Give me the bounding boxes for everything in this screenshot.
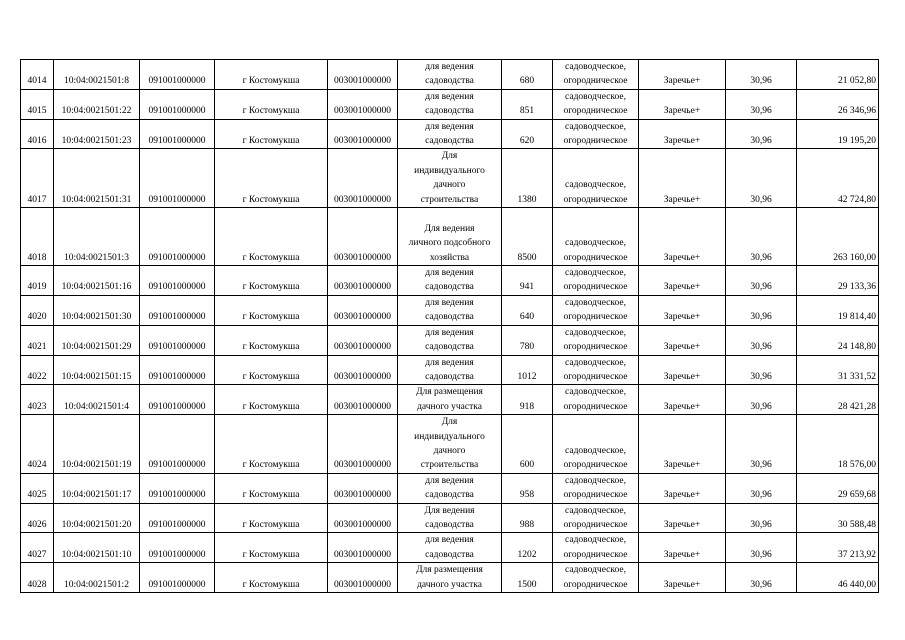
table-row <box>21 533 879 563</box>
cell-cadastral-value: 24 148,80 <box>797 325 879 355</box>
cell-number: 4022 <box>21 355 54 385</box>
cell-category-line: садоводческое, <box>565 475 626 486</box>
cell-cadastral-value: 42 724,80 <box>797 149 879 208</box>
table-row <box>21 266 879 296</box>
cell-purpose-line: для ведения <box>425 62 474 72</box>
cell-oktmo: 003001000000 <box>328 503 398 533</box>
cell-purpose-line: для ведения <box>425 121 474 132</box>
cell-area: 1500 <box>502 563 553 593</box>
cell-category-line: огородническое <box>563 519 628 530</box>
cell-city: г Костомукша <box>215 473 328 503</box>
cell-oktmo: 003001000000 <box>328 266 398 296</box>
cell-category-line: огородническое <box>563 549 628 560</box>
cell-okato: 091001000000 <box>140 533 215 563</box>
cell-category-line: огородническое <box>563 136 628 147</box>
cell-purpose-line: садоводства <box>425 371 474 382</box>
cell-rate: 30,96 <box>726 119 797 149</box>
cell-purpose-line: дачного участка <box>417 401 482 412</box>
cell-category-line: огородническое <box>563 282 628 293</box>
cell-rate: 30,96 <box>726 149 797 208</box>
cell-oktmo: 003001000000 <box>328 533 398 563</box>
cell-purpose <box>398 149 502 208</box>
cell-okato: 091001000000 <box>140 563 215 593</box>
cell-oktmo: 003001000000 <box>328 325 398 355</box>
cell-category <box>553 473 639 503</box>
cell-category <box>553 266 639 296</box>
cell-city: г Костомукша <box>215 503 328 533</box>
cell-area: 988 <box>502 503 553 533</box>
cell-cadastral-value: 18 576,00 <box>797 415 879 474</box>
cell-city: г Костомукша <box>215 149 328 208</box>
cell-rate: 30,96 <box>726 385 797 415</box>
cell-purpose <box>398 119 502 149</box>
cell-category <box>553 503 639 533</box>
cell-cadastral-value: 46 440,00 <box>797 563 879 593</box>
cell-cadastral-number: 10:04:0021501:8 <box>54 60 140 90</box>
cell-cadastral-number: 10:04:0021501:31 <box>54 149 140 208</box>
table-row <box>21 385 879 415</box>
cell-category-line: садоводческое, <box>565 121 626 132</box>
cell-rate: 30,96 <box>726 415 797 474</box>
cell-category-line: садоводческое, <box>565 327 626 338</box>
cell-category-line: огородническое <box>563 371 628 382</box>
cell-purpose-line: садоводства <box>425 312 474 323</box>
cell-category-line: огородническое <box>563 342 628 353</box>
cell-area: 780 <box>502 325 553 355</box>
cell-number: 4023 <box>21 385 54 415</box>
cell-purpose <box>398 473 502 503</box>
cell-zone: Заречье+ <box>639 563 726 593</box>
cell-cadastral-number: 10:04:0021501:30 <box>54 295 140 325</box>
cell-zone: Заречье+ <box>639 208 726 266</box>
cell-purpose-line: строительства <box>420 194 479 205</box>
cell-cadastral-number: 10:04:0021501:19 <box>54 415 140 474</box>
cell-number: 4016 <box>21 119 54 149</box>
cell-purpose-line: дачного участка <box>417 579 482 590</box>
cell-oktmo: 003001000000 <box>328 563 398 593</box>
cell-purpose <box>398 385 502 415</box>
cell-purpose <box>398 415 502 474</box>
cell-category <box>553 149 639 208</box>
cell-city: г Костомукша <box>215 60 328 90</box>
cell-okato: 091001000000 <box>140 149 215 208</box>
cell-category-line: садоводческое, <box>565 238 626 249</box>
cell-purpose-line: строительства <box>420 460 479 471</box>
cell-zone: Заречье+ <box>639 473 726 503</box>
cell-rate: 30,96 <box>726 208 797 266</box>
cell-purpose-line: Для ведения <box>424 223 475 234</box>
cell-area: 941 <box>502 266 553 296</box>
cell-purpose-line: садоводства <box>425 136 474 147</box>
cell-purpose-line: дачного <box>433 445 466 456</box>
cell-cadastral-value: 26 346,96 <box>797 89 879 119</box>
cell-city: г Костомукша <box>215 355 328 385</box>
cell-oktmo: 003001000000 <box>328 89 398 119</box>
cell-purpose-line: для ведения <box>425 297 474 308</box>
cell-category-line: садоводческое, <box>565 180 626 191</box>
cell-area: 640 <box>502 295 553 325</box>
cell-category-line: садоводческое, <box>565 445 626 456</box>
cell-zone: Заречье+ <box>639 266 726 296</box>
cell-zone: Заречье+ <box>639 119 726 149</box>
cell-city: г Костомукша <box>215 89 328 119</box>
cell-purpose-line: для ведения <box>425 357 474 368</box>
cell-cadastral-number: 10:04:0021501:29 <box>54 325 140 355</box>
cell-rate: 30,96 <box>726 60 797 90</box>
cell-number: 4021 <box>21 325 54 355</box>
cell-oktmo: 003001000000 <box>328 355 398 385</box>
table-row <box>21 503 879 533</box>
cell-area: 8500 <box>502 208 553 266</box>
cell-okato: 091001000000 <box>140 385 215 415</box>
cell-okato: 091001000000 <box>140 208 215 266</box>
cell-purpose-line: для ведения <box>425 475 474 486</box>
cell-purpose-line: для ведения <box>425 91 474 102</box>
table-row <box>21 119 879 149</box>
cell-city: г Костомукша <box>215 385 328 415</box>
cell-area: 1012 <box>502 355 553 385</box>
cell-category-line: огородническое <box>563 76 628 87</box>
cell-oktmo: 003001000000 <box>328 149 398 208</box>
cell-rate: 30,96 <box>726 325 797 355</box>
cell-number: 4020 <box>21 295 54 325</box>
cell-category-line: садоводческое, <box>565 91 626 102</box>
cell-category-line: огородническое <box>563 401 628 412</box>
cell-number: 4028 <box>21 563 54 593</box>
cell-zone: Заречье+ <box>639 415 726 474</box>
cell-city: г Костомукша <box>215 533 328 563</box>
cell-number: 4018 <box>21 208 54 266</box>
cell-cadastral-number: 10:04:0021501:22 <box>54 89 140 119</box>
table-row <box>21 295 879 325</box>
cell-category-line: огородническое <box>563 579 628 590</box>
cell-city: г Костомукша <box>215 119 328 149</box>
cell-category-line: садоводческое, <box>565 565 626 576</box>
cell-okato: 091001000000 <box>140 266 215 296</box>
cell-purpose <box>398 503 502 533</box>
cell-purpose <box>398 295 502 325</box>
cell-zone: Заречье+ <box>639 89 726 119</box>
cell-rate: 30,96 <box>726 533 797 563</box>
cell-zone: Заречье+ <box>639 503 726 533</box>
cell-category-line: огородническое <box>563 252 628 263</box>
cell-cadastral-value: 29 133,36 <box>797 266 879 296</box>
table-row <box>21 325 879 355</box>
cell-area: 851 <box>502 89 553 119</box>
cell-purpose <box>398 355 502 385</box>
table-row <box>21 149 879 208</box>
cell-purpose-line: садоводства <box>425 519 474 530</box>
cell-cadastral-value: 29 659,68 <box>797 473 879 503</box>
cell-cadastral-value: 19 814,40 <box>797 295 879 325</box>
cell-okato: 091001000000 <box>140 295 215 325</box>
table-row <box>21 89 879 119</box>
cell-city: г Костомукша <box>215 325 328 355</box>
cell-cadastral-number: 10:04:0021501:16 <box>54 266 140 296</box>
cell-cadastral-number: 10:04:0021501:10 <box>54 533 140 563</box>
cell-purpose-line: садоводства <box>425 282 474 293</box>
cell-city: г Костомукша <box>215 415 328 474</box>
cell-category <box>553 385 639 415</box>
cell-okato: 091001000000 <box>140 415 215 474</box>
cell-okato: 091001000000 <box>140 503 215 533</box>
cell-zone: Заречье+ <box>639 149 726 208</box>
cell-category <box>553 295 639 325</box>
cell-city: г Костомукша <box>215 563 328 593</box>
cell-okato: 091001000000 <box>140 473 215 503</box>
cell-rate: 30,96 <box>726 503 797 533</box>
cell-purpose-line: индивидуального <box>414 431 485 442</box>
cell-number: 4014 <box>21 60 54 90</box>
cell-number: 4019 <box>21 266 54 296</box>
cell-number: 4017 <box>21 149 54 208</box>
cell-purpose-line: садоводства <box>425 76 474 87</box>
cell-category-line: садоводческое, <box>565 268 626 279</box>
cell-purpose-line: для ведения <box>425 268 474 279</box>
cell-area: 600 <box>502 415 553 474</box>
cell-city: г Костомукша <box>215 208 328 266</box>
table-row <box>21 563 879 593</box>
cell-number: 4025 <box>21 473 54 503</box>
cell-purpose <box>398 208 502 266</box>
cell-rate: 30,96 <box>726 473 797 503</box>
table-body <box>21 60 879 593</box>
cell-rate: 30,96 <box>726 295 797 325</box>
cell-rate: 30,96 <box>726 89 797 119</box>
cell-oktmo: 003001000000 <box>328 385 398 415</box>
cell-cadastral-value: 31 331,52 <box>797 355 879 385</box>
cell-purpose-line: хозяйства <box>429 252 470 263</box>
cell-purpose <box>398 60 502 90</box>
cell-purpose <box>398 563 502 593</box>
cell-okato: 091001000000 <box>140 60 215 90</box>
cell-cadastral-number: 10:04:0021501:4 <box>54 385 140 415</box>
cell-number: 4027 <box>21 533 54 563</box>
cell-cadastral-value: 37 213,92 <box>797 533 879 563</box>
cell-category <box>553 533 639 563</box>
cell-purpose-line: для ведения <box>425 327 474 338</box>
cell-category <box>553 563 639 593</box>
cell-purpose-line: садоводства <box>425 549 474 560</box>
cell-cadastral-value: 263 160,00 <box>797 208 879 266</box>
cell-cadastral-value: 21 052,80 <box>797 60 879 90</box>
cell-purpose-line: Для размещения <box>416 387 483 398</box>
cell-zone: Заречье+ <box>639 60 726 90</box>
cell-purpose-line: Для размещения <box>416 565 483 576</box>
cell-cadastral-number: 10:04:0021501:23 <box>54 119 140 149</box>
cell-number: 4015 <box>21 89 54 119</box>
cell-cadastral-value: 28 421,28 <box>797 385 879 415</box>
cell-purpose-line: личного подсобного <box>408 238 491 249</box>
cell-okato: 091001000000 <box>140 325 215 355</box>
table-row <box>21 208 879 266</box>
cell-area: 1202 <box>502 533 553 563</box>
cell-category <box>553 208 639 266</box>
cell-zone: Заречье+ <box>639 533 726 563</box>
cell-category-line: садоводческое, <box>565 62 626 72</box>
cell-area: 680 <box>502 60 553 90</box>
cell-number: 4024 <box>21 415 54 474</box>
cell-cadastral-number: 10:04:0021501:20 <box>54 503 140 533</box>
cell-cadastral-number: 10:04:0021501:3 <box>54 208 140 266</box>
table-row <box>21 473 879 503</box>
cell-oktmo: 003001000000 <box>328 208 398 266</box>
cell-okato: 091001000000 <box>140 355 215 385</box>
cell-category <box>553 325 639 355</box>
cell-cadastral-value: 19 195,20 <box>797 119 879 149</box>
cell-city: г Костомукша <box>215 295 328 325</box>
cell-category-line: огородническое <box>563 490 628 501</box>
table-row <box>21 415 879 474</box>
cell-purpose <box>398 89 502 119</box>
cell-oktmo: 003001000000 <box>328 415 398 474</box>
cell-cadastral-value: 30 588,48 <box>797 503 879 533</box>
cell-okato: 091001000000 <box>140 89 215 119</box>
cell-category-line: садоводческое, <box>565 505 626 516</box>
cell-zone: Заречье+ <box>639 295 726 325</box>
cell-category-line: садоводческое, <box>565 535 626 546</box>
cell-area: 1380 <box>502 149 553 208</box>
cell-category-line: огородническое <box>563 194 628 205</box>
cell-category <box>553 89 639 119</box>
cell-purpose-line: садоводства <box>425 106 474 117</box>
cell-category <box>553 119 639 149</box>
table-row <box>21 60 879 90</box>
cadastral-value-table <box>20 59 879 593</box>
cell-purpose-line: садоводства <box>425 342 474 353</box>
cell-category-line: огородническое <box>563 106 628 117</box>
table-row <box>21 355 879 385</box>
cell-purpose <box>398 325 502 355</box>
cell-oktmo: 003001000000 <box>328 60 398 90</box>
cell-zone: Заречье+ <box>639 385 726 415</box>
cell-purpose-line: Для <box>441 151 458 162</box>
cell-oktmo: 003001000000 <box>328 119 398 149</box>
cell-category-line: огородническое <box>563 460 628 471</box>
cell-rate: 30,96 <box>726 266 797 296</box>
cell-purpose <box>398 533 502 563</box>
cell-category-line: огородническое <box>563 312 628 323</box>
cell-zone: Заречье+ <box>639 325 726 355</box>
cell-purpose-line: Для ведения <box>424 505 475 516</box>
cell-okato: 091001000000 <box>140 119 215 149</box>
cell-category <box>553 60 639 90</box>
cell-rate: 30,96 <box>726 355 797 385</box>
cell-purpose-line: дачного <box>433 180 466 191</box>
cell-purpose <box>398 266 502 296</box>
cell-city: г Костомукша <box>215 266 328 296</box>
cell-purpose-line: для ведения <box>425 535 474 546</box>
cell-area: 918 <box>502 385 553 415</box>
cell-category <box>553 415 639 474</box>
cell-area: 958 <box>502 473 553 503</box>
cell-purpose-line: Для <box>441 417 458 428</box>
cell-cadastral-number: 10:04:0021501:17 <box>54 473 140 503</box>
cell-oktmo: 003001000000 <box>328 473 398 503</box>
cell-category <box>553 355 639 385</box>
cell-category-line: садоводческое, <box>565 297 626 308</box>
cell-oktmo: 003001000000 <box>328 295 398 325</box>
cell-cadastral-number: 10:04:0021501:2 <box>54 563 140 593</box>
cell-category-line: садоводческое, <box>565 357 626 368</box>
cell-cadastral-number: 10:04:0021501:15 <box>54 355 140 385</box>
cell-purpose-line: садоводства <box>425 490 474 501</box>
cell-category-line: садоводческое, <box>565 387 626 398</box>
cell-rate: 30,96 <box>726 563 797 593</box>
cell-zone: Заречье+ <box>639 355 726 385</box>
cell-area: 620 <box>502 119 553 149</box>
cell-number: 4026 <box>21 503 54 533</box>
cell-purpose-line: индивидуального <box>414 165 485 176</box>
